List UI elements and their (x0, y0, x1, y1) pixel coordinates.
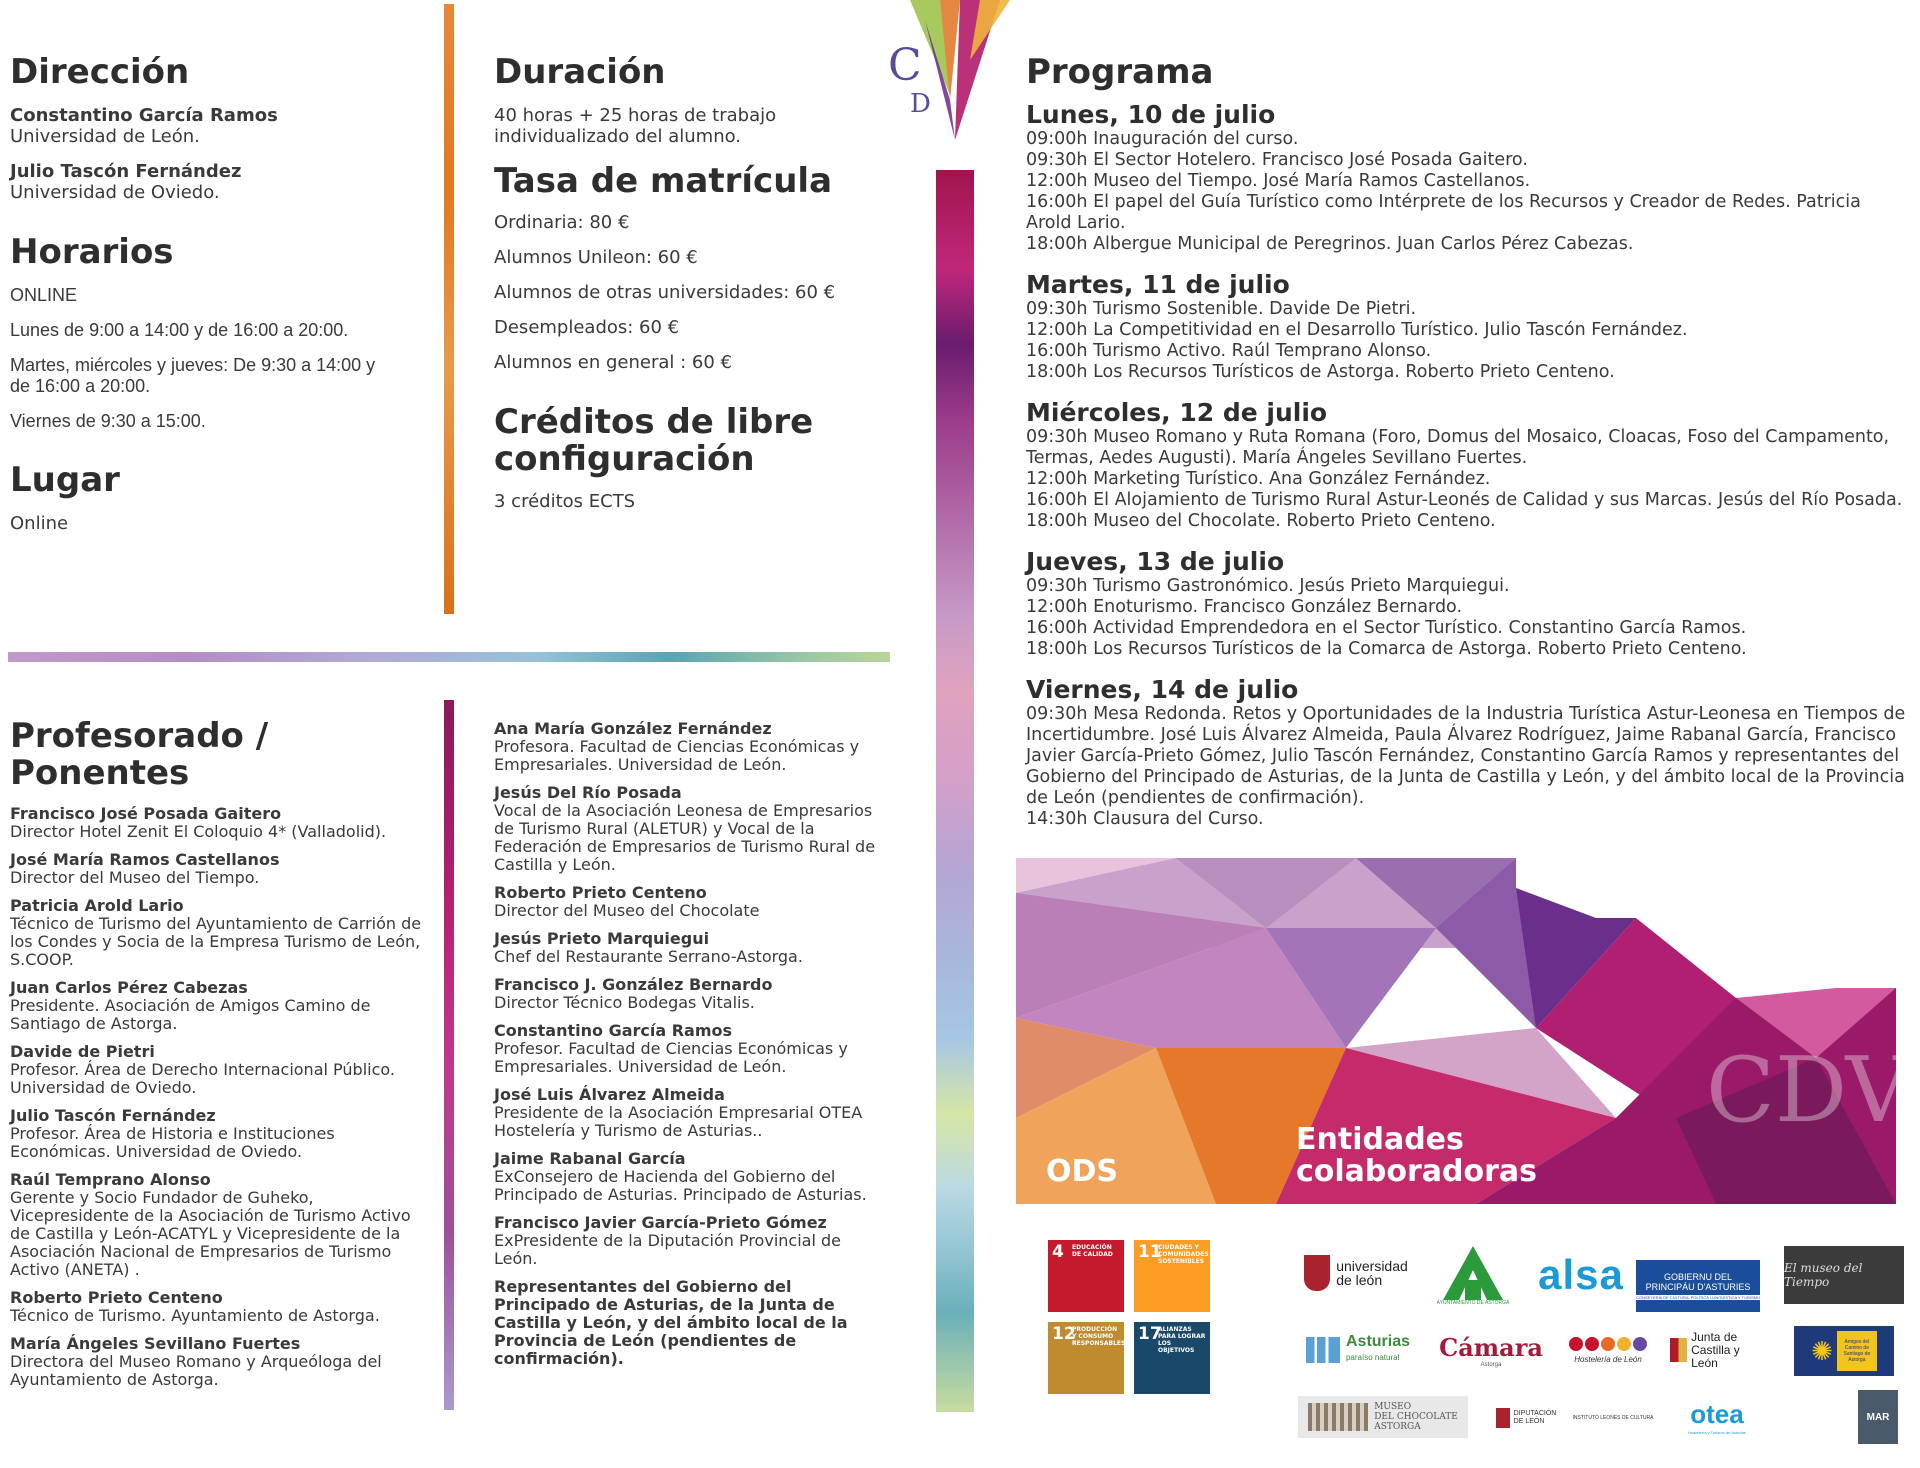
ponente-name: Juan Carlos Pérez Cabezas (10, 977, 248, 997)
creditos-value: 3 créditos ECTS (494, 490, 636, 512)
ponente-entry (494, 1086, 884, 1140)
programa-item: 09:30h Museo Romano y Ruta Romana (Foro, Domus del Mosaico, Cloacas, Foso del Campamento, Termas, Aedes Augusti). María Ángeles Sevillano Fuertes. (1026, 427, 1890, 469)
partner-logos (1290, 1230, 1910, 1450)
ponente-role: Director del Museo del Chocolate (494, 901, 760, 920)
museo-chocolate-logo: MUSEO DEL CHOCOLATE ASTORGA (1298, 1396, 1468, 1438)
programa-item: 16:00h Actividad Emprendedora en el Sector Turístico. Constantino García Ramos. (1026, 618, 1747, 639)
ods-number: 12 (1052, 1324, 1076, 1344)
ponente-role: Profesor. Facultad de Ciencias Económicas y Empresariales. Universidad de León. (494, 1039, 848, 1076)
programa-item: 16:00h El papel del Guía Turístico como Intérprete de los Recursos y Creador de Redes. Patricia Arold Lario. (1026, 192, 1861, 234)
ods-number: 11 (1138, 1242, 1162, 1262)
programa-day (1026, 101, 1906, 255)
junta-cyl-logo: Junta de Castilla y León (1670, 1324, 1766, 1376)
ponente-entry (494, 1214, 884, 1268)
profesorado-section (10, 718, 430, 1399)
ponente-role: Técnico de Turismo del Ayuntamiento de Carrión de los Condes y Socia de la Empresa Turismo de León, S.COOP. (10, 913, 422, 969)
magenta-divider-strip (444, 700, 454, 1410)
ods-tile (1134, 1240, 1210, 1312)
ods-tile (1048, 1322, 1124, 1394)
programa-item: 09:30h Turismo Gastronómico. Jesús Prieto Marquiegui. (1026, 576, 1510, 597)
ponente-name: Francisco Javier García-Prieto Gómez (494, 1213, 827, 1232)
programa-item: 09:30h El Sector Hotelero. Francisco José Posada Gaitero. (1026, 150, 1528, 171)
ods-label: ODS (1046, 1154, 1119, 1189)
cdv-watermark: CDV (1706, 1038, 1911, 1143)
programa-item: 16:00h Turismo Activo. Raúl Temprano Alonso. (1026, 341, 1432, 362)
ods-tile (1134, 1322, 1210, 1394)
ponente-role: Chef del Restaurante Serrano-Astorga. (494, 947, 803, 966)
cdv-logo (880, 0, 1020, 150)
duracion-section (494, 54, 894, 147)
programa-day-title: Martes, 11 de julio (1026, 270, 1290, 300)
mar-logo: MAR (1858, 1390, 1898, 1444)
ods-number: 17 (1138, 1324, 1162, 1344)
crest-icon (1496, 1408, 1510, 1428)
programa-day (1026, 399, 1906, 532)
ods-label-text: PRODUCCIÓN Y CONSUMO RESPONSABLES (1072, 1326, 1126, 1347)
ponente-name: José María Ramos Castellanos (10, 849, 280, 869)
programa-item: 09:00h Inauguración del curso. (1026, 129, 1299, 150)
duracion-value: 40 horas + 25 horas de trabajo individualizado del alumno. (494, 105, 777, 148)
ponente-name: Constantino García Ramos (494, 1021, 733, 1040)
building-icon (1308, 1403, 1368, 1431)
ponente-role: ExConsejero de Hacienda del Gobierno del Principado de Asturias. Principado de Asturias. (494, 1167, 867, 1204)
programa-day-title: Jueves, 13 de julio (1026, 547, 1285, 577)
tasa-title: Tasa de matrícula (494, 161, 833, 201)
ponente-entry (494, 1278, 884, 1368)
programa-day-title: Lunes, 10 de julio (1026, 100, 1276, 130)
principado-asturias-logo: GOBIERNU DEL PRINCIPÁU D'ASTURIES CONSEYERÍA DE CULTURA, POLÍTICA LLINGÜÍSTICA Y TURISMU (1636, 1260, 1760, 1312)
ponente-entry (10, 851, 430, 887)
otea-logo: otea Hostelería y Turismo de Asturias (1688, 1399, 1746, 1435)
bars-icon (1306, 1337, 1340, 1363)
horarios-title: Horarios (10, 232, 174, 272)
ponente-name: Representantes del Gobierno del Principado de Asturias, de la Junta de Castilla y León, y del ámbito local de la Provincia de León (pendientes de confirmación). (494, 1277, 848, 1368)
programa-item: 12:00h La Competitividad en el Desarrollo Turístico. Julio Tascón Fernández. (1026, 320, 1688, 341)
ods-tile (1048, 1240, 1124, 1312)
programa-item: 09:30h Turismo Sostenible. Davide De Pietri. (1026, 299, 1417, 320)
ponente-name: Julio Tascón Fernández (10, 1105, 216, 1125)
ponente-role: Técnico de Turismo. Ayuntamiento de Astorga. (10, 1305, 380, 1325)
profesorado-left-list (10, 805, 430, 1389)
ponente-entry (10, 1043, 430, 1097)
ponente-entry (10, 1171, 430, 1279)
entidades-banner (1016, 858, 1911, 1204)
amigos-camino-logo: ✺ Amigos del Camino de Santiago de Astorga (1794, 1326, 1894, 1376)
tasa-line: Alumnos de otras universidades: 60 € (494, 282, 836, 304)
programa-day-title: Miércoles, 12 de julio (1026, 398, 1328, 428)
programa-item: 14:30h Clausura del Curso. (1026, 809, 1264, 830)
entidades-label: Entidades colaboradoras (1296, 1122, 1538, 1189)
direccion-title: Dirección (10, 52, 190, 92)
shield-icon (1304, 1255, 1330, 1291)
coat-of-arms-icon (1670, 1338, 1687, 1362)
ponente-name: Roberto Prieto Centeno (10, 1287, 223, 1307)
ponente-name: Jesús Prieto Marquiegui (494, 929, 710, 948)
ponente-role: Profesora. Facultad de Ciencias Económicas y Empresariales. Universidad de León. (494, 737, 860, 774)
director-affil: Universidad de León. (10, 126, 200, 148)
ponente-entry (494, 1022, 884, 1076)
director-affil: Universidad de Oviedo. (10, 182, 220, 204)
ponente-name: Davide de Pietri (10, 1041, 155, 1061)
circles-icon (1569, 1337, 1647, 1351)
tasa-line: Ordinaria: 80 € (494, 212, 630, 234)
programa-day-title: Viernes, 14 de julio (1026, 675, 1299, 705)
ayto-astorga-logo: AYUNTAMIENTO DE ASTORGA (1428, 1236, 1518, 1316)
ponente-name: Francisco José Posada Gaitero (10, 803, 282, 823)
programa-item: 18:00h Los Recursos Turísticos de Astorga. Roberto Prieto Centeno. (1026, 362, 1615, 383)
svg-text:C: C (888, 40, 922, 91)
programa-item: 12:00h Marketing Turístico. Ana González Fernández. (1026, 469, 1491, 490)
ponente-role: Director Hotel Zenit El Coloquio 4* (Valladolid). (10, 821, 387, 841)
ponente-name: José Luis Álvarez Almeida (494, 1085, 725, 1104)
ponente-entry (10, 1335, 430, 1389)
camara-astorga-logo: Cámara Astorga (1439, 1332, 1543, 1368)
ponente-name: Jaime Rabanal García (494, 1149, 686, 1168)
programa-days (1026, 101, 1906, 830)
horarios-section (10, 234, 410, 446)
hosteleria-leon-logo: Hostelería de León (1558, 1326, 1658, 1374)
ponente-name: Patricia Arold Lario (10, 895, 184, 915)
profesorado-right-list (494, 720, 884, 1368)
programa-title: Programa (1026, 52, 1214, 92)
diputacion-leon-logo: DIPUTACIÓN DE LEÓN (1494, 1400, 1558, 1436)
ponente-name: María Ángeles Sevillano Fuertes (10, 1333, 301, 1353)
shell-icon: ✺ (1811, 1335, 1833, 1366)
ponente-entry (10, 1289, 430, 1325)
programa-section (1026, 54, 1906, 846)
ponente-entry (494, 720, 884, 774)
director-name: Constantino García Ramos (10, 105, 278, 127)
lugar-section (10, 462, 410, 534)
programa-item: 12:00h Museo del Tiempo. José María Ramos Castellanos. (1026, 171, 1531, 192)
tasa-line: Alumnos Unileon: 60 € (494, 247, 698, 269)
ponente-entry (494, 1150, 884, 1204)
horario-line: Martes, miércoles y jueves: De 9:30 a 14:00 y de 16:00 a 20:00. (10, 355, 376, 397)
programa-item: 12:00h Enoturismo. Francisco González Bernardo. (1026, 597, 1463, 618)
tasa-line: Alumnos en general : 60 € (494, 352, 732, 374)
asturias-paraiso-logo: Asturias paraíso natural (1296, 1330, 1420, 1370)
ilc-logo: INSTITUTO LEONÉS DE CULTURA (1572, 1415, 1654, 1421)
astorga-a-icon (1443, 1246, 1503, 1300)
direccion-section (10, 54, 430, 203)
ods-number: 4 (1052, 1242, 1064, 1262)
ponente-role: Presidente de la Asociación Empresarial OTEA Hostelería y Turismo de Asturias.. (494, 1103, 863, 1140)
ponente-entry (10, 805, 430, 841)
programa-item: 16:00h El Alojamiento de Turismo Rural Astur-Leonés de Calidad y sus Marcas. Jesús del Río Posada. (1026, 490, 1903, 511)
svg-text:D: D (910, 89, 931, 119)
programa-day (1026, 548, 1906, 660)
horizontal-divider-strip (8, 652, 890, 662)
tasa-section (494, 163, 894, 387)
orange-divider-strip (444, 4, 454, 614)
director-name: Julio Tascón Fernández (10, 161, 242, 183)
ponente-name: Francisco J. González Bernardo (494, 975, 773, 994)
ponente-name: Raúl Temprano Alonso (10, 1169, 211, 1189)
profesorado-title: Profesorado / Ponentes (10, 716, 269, 794)
profesorado-right-column (494, 720, 884, 1378)
ods-label-text: ALIANZAS PARA LOGRAR LOS OBJETIVOS (1158, 1326, 1206, 1354)
programa-item: 09:30h Mesa Redonda. Retos y Oportunidades de la Industria Turística Astur-Leonesa en Tiempos de Incertidumbre. José Luis Álvarez Almeida, Paula Álvarez Rodríguez, Jaime Rabanal García, Francisco Javier García-Prieto Gómez, Julio Tascón Fernández, Constantino García Ramos y representantes del Gobierno del Principado de Asturias, de la Junta de Castilla y León, y del ámbito local de la Provincia de León (pendientes de confirmación). (1026, 704, 1906, 809)
ponente-entry (494, 930, 884, 966)
ponente-role: Gerente y Socio Fundador de Guheko, Vicepresidente de la Asociación de Turismo Activo de Castilla y León-ACATYL y Vicepresidente de la Asociación Nacional de Empresarios de Turismo Activo (ANETA) . (10, 1187, 411, 1279)
ods-label-text: EDUCACIÓN DE CALIDAD (1072, 1244, 1113, 1258)
programa-item: 18:00h Museo del Chocolate. Roberto Prieto Centeno. (1026, 511, 1496, 532)
horario-line: Lunes de 9:00 a 14:00 y de 16:00 a 20:00. (10, 320, 349, 341)
ods-label-text: CIUDADES Y COMUNIDADES SOSTENIBLES (1158, 1244, 1209, 1265)
alsa-logo: alsa (1538, 1251, 1624, 1298)
ods-grid (1048, 1240, 1218, 1400)
lugar-value: Online (10, 513, 69, 535)
ponente-entry (10, 979, 430, 1033)
ponente-role: ExPresidente de la Diputación Provincial de León. (494, 1231, 841, 1268)
ponente-role: Profesor. Área de Historia e Instituciones Económicas. Universidad de Oviedo. (10, 1123, 335, 1161)
ponente-entry (494, 884, 884, 920)
horario-line: Viernes de 9:30 a 15:00. (10, 411, 206, 432)
ponente-entry (10, 897, 430, 969)
horario-line: ONLINE (10, 285, 78, 306)
ponente-entry (10, 1107, 430, 1161)
duracion-title: Duración (494, 52, 666, 92)
programa-day (1026, 271, 1906, 383)
programa-item: 18:00h Albergue Municipal de Peregrinos. Juan Carlos Pérez Cabezas. (1026, 234, 1634, 255)
ponente-role: Vocal de la Asociación Leonesa de Empresarios de Turismo Rural (ALETUR) y Vocal de la Federación de Empresarios de Turismo Rural de Castilla y León. (494, 801, 876, 874)
ponente-entry (494, 976, 884, 1012)
lugar-title: Lugar (10, 460, 120, 500)
ponente-name: Jesús Del Río Posada (494, 783, 682, 802)
ponente-entry (494, 784, 884, 874)
ponente-role: Director Técnico Bodegas Vitalis. (494, 993, 755, 1012)
programa-day (1026, 676, 1906, 830)
museo-tiempo-logo: El museo del Tiempo (1784, 1246, 1904, 1304)
multicolor-center-strip (936, 170, 974, 1412)
creditos-title: Créditos de libre configuración (494, 402, 814, 480)
ponente-role: Director del Museo del Tiempo. (10, 867, 260, 887)
unileon-logo: universidad de león (1296, 1248, 1416, 1298)
ponente-name: Roberto Prieto Centeno (494, 883, 707, 902)
tasa-line: Desempleados: 60 € (494, 317, 680, 339)
creditos-section (494, 404, 894, 512)
ponente-role: Presidente. Asociación de Amigos Camino de Santiago de Astorga. (10, 995, 371, 1033)
ponente-role: Directora del Museo Romano y Arqueóloga del Ayuntamiento de Astorga. (10, 1351, 382, 1389)
ponente-name: Ana María González Fernández (494, 719, 772, 738)
programa-item: 18:00h Los Recursos Turísticos de la Comarca de Astorga. Roberto Prieto Centeno. (1026, 639, 1747, 660)
ponente-role: Profesor. Área de Derecho Internacional Público. Universidad de Oviedo. (10, 1059, 395, 1097)
